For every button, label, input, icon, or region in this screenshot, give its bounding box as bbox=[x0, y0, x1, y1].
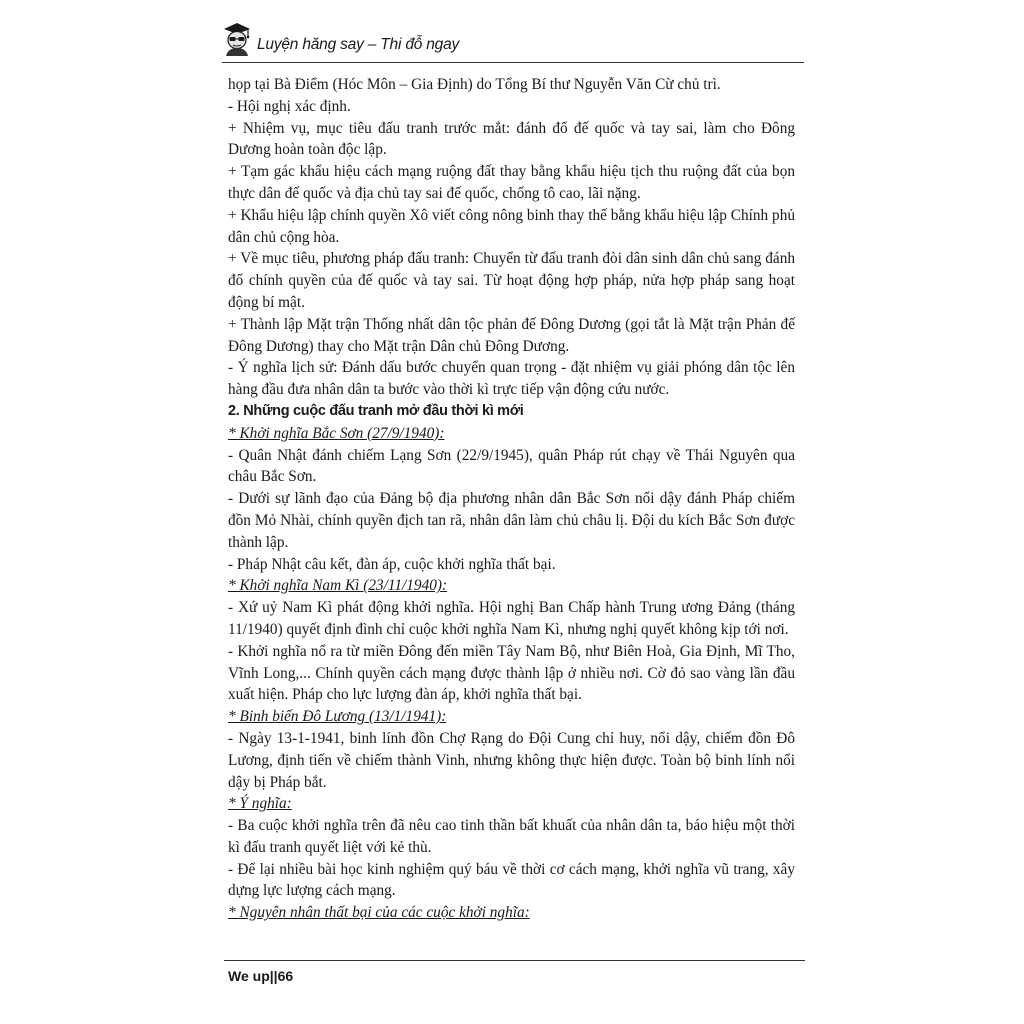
subheading: * Binh biến Đô Lương (13/1/1941): bbox=[228, 708, 447, 726]
paragraph: + Khẩu hiệu lập chính quyền Xô viết công nông binh thay thế bằng khẩu hiệu lập Chính phủ dân chủ cộng hòa. bbox=[228, 206, 795, 246]
page-header bbox=[222, 22, 802, 62]
page-content bbox=[228, 74, 795, 924]
section-heading: 2. Những cuộc đấu tranh mở đầu thời kì mới bbox=[228, 402, 524, 419]
paragraph: - Để lại nhiều bài học kinh nghiệm quý báu về thời cơ cách mạng, khởi nghĩa vũ trang, xây dựng lực lượng cách mạng. bbox=[228, 860, 795, 900]
paragraph: - Hội nghị xác định. bbox=[228, 97, 351, 115]
subheading: * Khởi nghĩa Nam Kì (23/11/1940): bbox=[228, 577, 448, 595]
paragraph: + Thành lập Mặt trận Thống nhất dân tộc phản đế Đông Dương (gọi tắt là Mặt trận Phản đế Đông Dương) thay cho Mặt trận Dân chủ Đông Dương. bbox=[228, 315, 795, 355]
paragraph: họp tại Bà Điểm (Hóc Môn – Gia Định) do Tổng Bí thư Nguyễn Văn Cừ chủ trì. bbox=[228, 76, 721, 93]
paragraph: - Dưới sự lãnh đạo của Đảng bộ địa phương nhân dân Bắc Sơn nổi dậy đánh Pháp chiếm đồn Mỏ Nhài, chính quyền địch tan rã, nhân dân làm chủ châu lị. Đội du kích Bắc Sơn được thành lập. bbox=[228, 490, 795, 551]
header-title: Luyện hăng say – Thi đỗ ngay bbox=[257, 36, 460, 53]
paragraph: - Khởi nghĩa nổ ra từ miền Đông đến miền Tây Nam Bộ, như Biên Hoà, Gia Định, Mĩ Tho, Vĩnh Long,... Chính quyền cách mạng được thành lập ở nhiều nơi. Cờ đỏ sao vàng lần đầu xuất hiện. Pháp cho lực lượng đàn áp, khởi nghĩa thất bại. bbox=[228, 642, 795, 704]
header-divider bbox=[222, 62, 804, 63]
paragraph: - Xứ uỷ Nam Kì phát động khởi nghĩa. Hội nghị Ban Chấp hành Trung ương Đảng (tháng 11/1940) quyết định đình chỉ cuộc khởi nghĩa Nam Kì, nhưng nghị quyết không kịp tới nơi. bbox=[228, 599, 795, 638]
paragraph: + Nhiệm vụ, mục tiêu đấu tranh trước mắt: đánh đổ đế quốc và tay sai, làm cho Đông Dương hoàn toàn độc lập. bbox=[228, 119, 795, 159]
paragraph: - Ngày 13-1-1941, binh lính đồn Chợ Rạng do Đội Cung chỉ huy, nổi dậy, chiếm đồn Đô Lương, định tiến về chiếm thành Vinh, nhưng không thực hiện được. Toàn bộ binh lính nổi dậy bị Pháp bắt. bbox=[228, 729, 795, 791]
paragraph: + Về mục tiêu, phương pháp đấu tranh: Chuyển từ đấu tranh đòi dân sinh dân chủ sang đánh đổ chính quyền của đế quốc và tay sai. Từ hoạt động hợp pháp, nửa hợp pháp sang hoạt động bí mật. bbox=[228, 250, 795, 311]
graduate-mascot-icon bbox=[222, 22, 252, 56]
subheading: * Nguyên nhân thất bại của các cuộc khởi nghĩa: bbox=[228, 904, 530, 922]
paragraph: + Tạm gác khẩu hiệu cách mạng ruộng đất thay bằng khẩu hiệu tịch thu ruộng đất của bọn thực dân đế quốc và địa chủ tay sai đế quốc, chống tô cao, lãi nặng. bbox=[228, 163, 795, 202]
paragraph: - Pháp Nhật câu kết, đàn áp, cuộc khởi nghĩa thất bại. bbox=[228, 555, 556, 573]
footer-divider bbox=[224, 960, 805, 961]
paragraph: - Quân Nhật đánh chiếm Lạng Sơn (22/9/1945), quân Pháp rút chạy về Thái Nguyên qua châu Bắc Sơn. bbox=[228, 446, 795, 486]
paragraph: - Ý nghĩa lịch sử: Đánh dấu bước chuyển quan trọng - đặt nhiệm vụ giải phóng dân tộc lên hàng đầu đưa nhân dân ta bước vào thời kì trực tiếp vận động cứu nước. bbox=[228, 359, 795, 399]
paragraph: - Ba cuộc khởi nghĩa trên đã nêu cao tinh thần bất khuất của nhân dân ta, báo hiệu một thời kì đấu tranh quyết liệt với kẻ thù. bbox=[228, 817, 795, 856]
page-footer: We up||66 bbox=[228, 968, 294, 984]
subheading: * Ý nghĩa: bbox=[228, 795, 292, 813]
subheading: * Khởi nghĩa Bắc Sơn (27/9/1940): bbox=[228, 424, 445, 442]
